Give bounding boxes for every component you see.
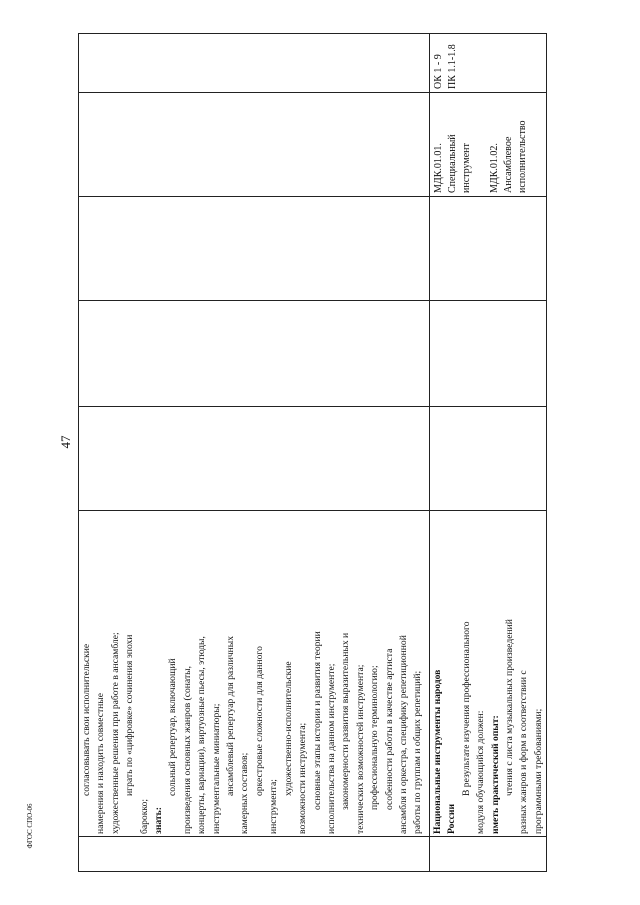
text-line: ансамбля и оркестра, специфику репетиционной	[397, 635, 409, 834]
content-cell-lower	[430, 511, 547, 837]
text-line: сольный репертуар, включающий	[167, 658, 179, 796]
empty-cell	[79, 34, 430, 93]
empty-cell	[430, 197, 547, 301]
content-cell-upper	[79, 511, 430, 837]
text-line: играть по «цифровке» сочинения эпохи	[124, 634, 136, 796]
text-line: иметь практический опыт:	[489, 715, 501, 834]
competency-line: ОК 1 - 9	[433, 54, 444, 89]
text-line: разных жанров и форм в соответствии с	[518, 670, 530, 834]
text-line: барокко;	[138, 798, 150, 834]
mdk-line: Специальный	[447, 134, 458, 193]
empty-cell	[79, 197, 430, 301]
text-line: камерных составов;	[239, 752, 251, 834]
text-line: исполнительства на данном инструменте;	[325, 663, 337, 834]
competency-line: ПК 1.1-1.8	[447, 44, 458, 89]
text-line: художественно-исполнительские	[282, 661, 294, 796]
text-line: ансамблевый репертуар для различных	[225, 635, 237, 796]
text-line: программными требованиями;	[532, 708, 544, 834]
empty-cell	[79, 407, 430, 511]
text-line: закономерности развития выразительных и	[340, 632, 352, 810]
text-line: основные этапы истории и развития теории	[311, 631, 323, 810]
mdk-line: МДК.01.02.	[489, 143, 500, 193]
section-heading: Национальные инструменты народов	[432, 669, 443, 834]
index-cell-lower	[430, 837, 547, 872]
text-line: возможности инструмента;	[297, 722, 309, 834]
footer-code: ФГОС СПО-06	[26, 803, 34, 849]
empty-cell	[79, 301, 430, 407]
text-line: В результате изучения профессионального	[460, 621, 472, 796]
text-line: произведения основных жанров (сонаты,	[181, 666, 193, 834]
empty-cell	[430, 301, 547, 407]
text-line: инструментальные миниатюры;	[210, 703, 222, 834]
empty-cell	[79, 93, 430, 197]
mdk-cell	[430, 93, 547, 197]
text-line: технических возможностей инструмента;	[354, 664, 366, 834]
text-line: работы по группам и общих репетиций;	[412, 670, 424, 834]
text-line: концерты, вариации), виртуозные пьесы, этюды,	[196, 636, 208, 834]
text-line: инструмента;	[268, 779, 280, 834]
curriculum-table	[78, 33, 547, 872]
page-number: 47	[58, 435, 73, 449]
text-line: чтения с листа музыкальных произведений	[504, 619, 516, 796]
text-line: намерения и находить совместные	[95, 693, 107, 834]
text-line: модуля обучающийся должен:	[475, 710, 487, 834]
empty-cell	[430, 407, 547, 511]
mdk-line: исполнительство	[517, 120, 528, 193]
text-line: оркестровые сложности для данного	[253, 646, 265, 796]
table-row-lower	[430, 34, 547, 872]
text-line: художественные решения при работе в ансамбле;	[109, 632, 121, 834]
text-line: профессиональную терминологию;	[369, 665, 381, 810]
text-line: знать:	[153, 807, 165, 834]
mdk-line: МДК.01.01.	[433, 143, 444, 193]
text-line: согласовывать свои исполнительские	[81, 643, 92, 796]
mdk-spacer	[474, 96, 488, 193]
text-line: особенности работы в качестве артиста	[383, 648, 395, 810]
mdk-line: Ансамблевое	[503, 136, 514, 193]
index-cell-upper	[79, 837, 430, 872]
mdk-line: инструмент	[461, 143, 472, 193]
section-heading: России	[446, 804, 458, 834]
table-row-upper	[79, 34, 430, 872]
competency-cell	[430, 34, 547, 93]
rotated-table-sheet	[78, 34, 544, 872]
